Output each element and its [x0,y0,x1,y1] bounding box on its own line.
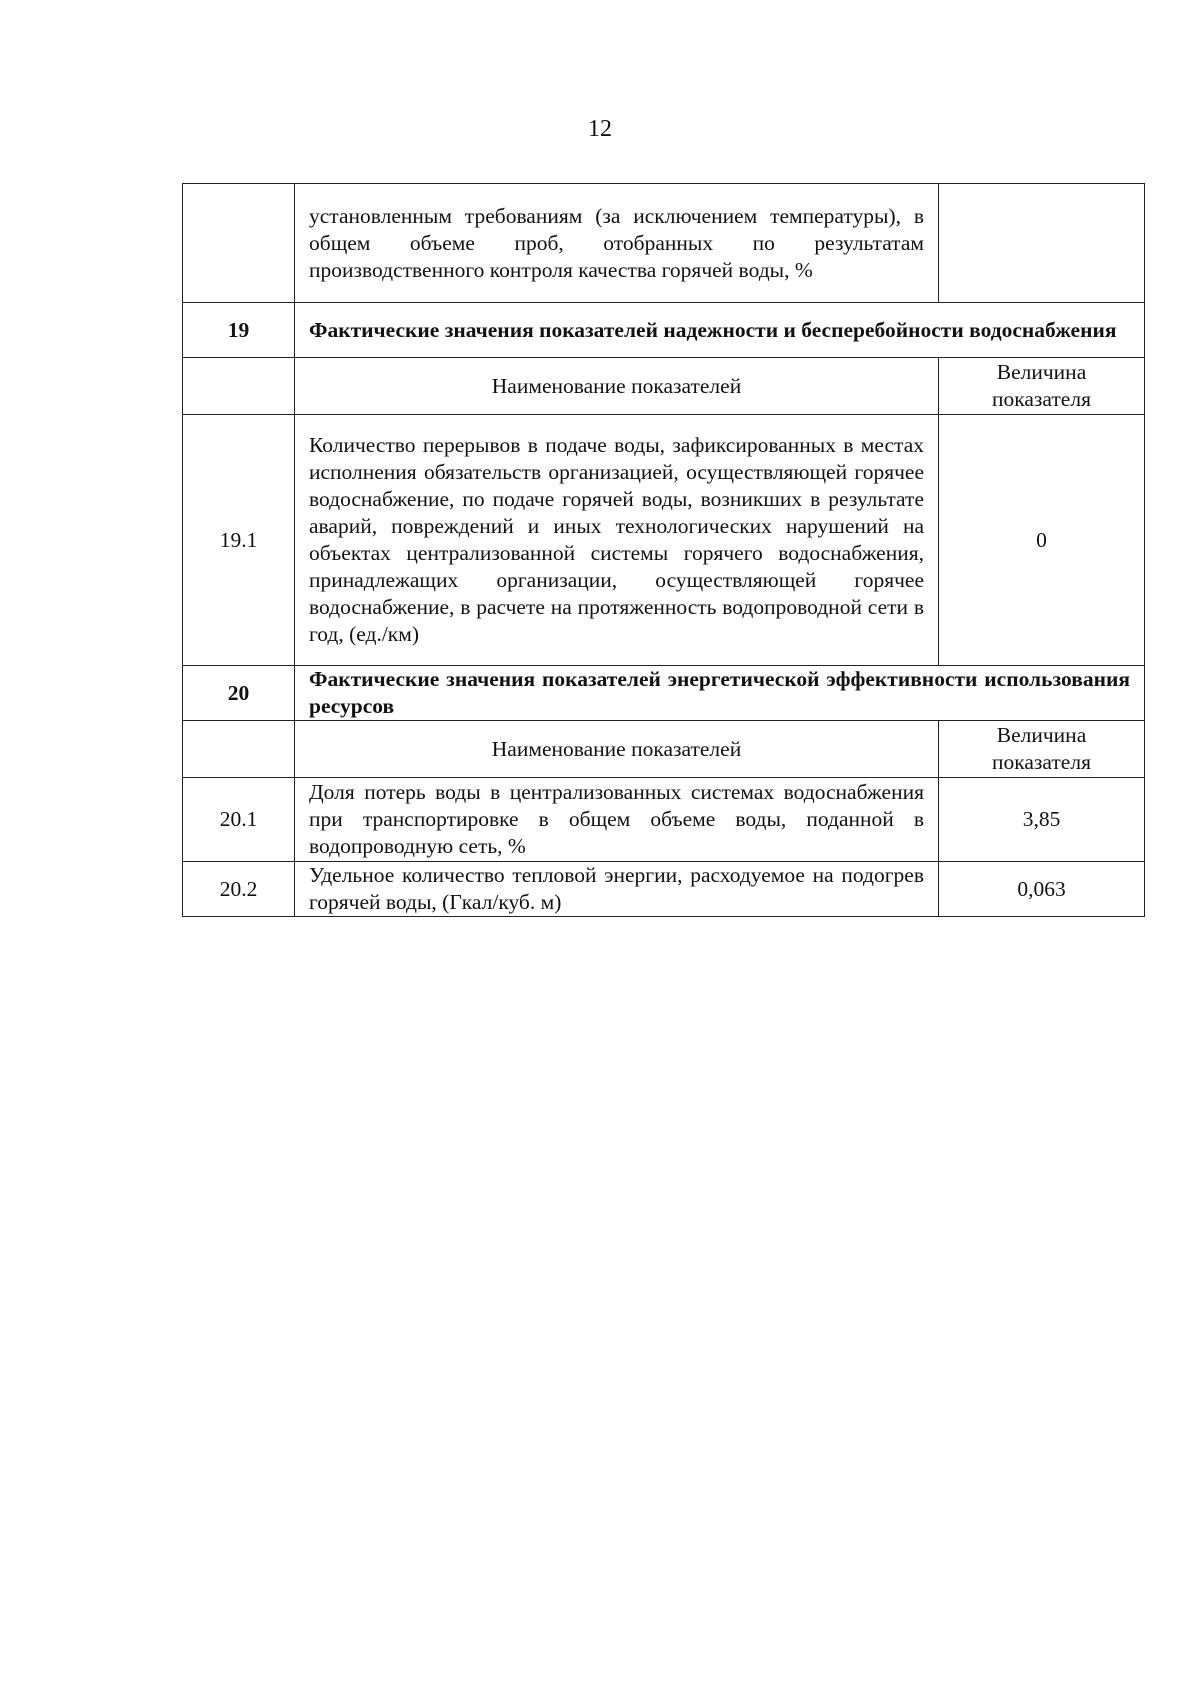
section-number: 19 [183,303,295,358]
column-header-value: Величина показателя [939,358,1145,415]
indicator-value-cell: 0 [939,415,1145,666]
section-title: Фактические значения показателей надежности и бесперебойности водоснабжения [295,303,1145,358]
column-header-name: Наименование показателей [295,721,939,778]
section-row-19 [183,303,1145,358]
indicator-name-cell: установленным требованиям (за исключением температуры), в общем объеме проб, отобранных по результатам производственного контроля качества горячей воды, % [295,184,939,303]
row-number-cell [183,184,295,303]
indicator-name-cell: Удельное количество тепловой энергии, расходуемое на подогрев горячей воды, (Гкал/куб. м) [295,862,939,917]
indicator-value-cell [939,184,1145,303]
column-header-row-20 [183,721,1145,778]
row-number-cell: 19.1 [183,415,295,666]
indicator-name-cell: Доля потерь воды в централизованных системах водоснабжения при транспортировке в общем объеме воды, поданной в водопроводную сеть, % [295,778,939,862]
table-row-20-2 [183,862,1145,917]
table-row-20-1 [183,778,1145,862]
section-title: Фактические значения показателей энергетической эффективности использования ресурсов [295,666,1145,721]
column-header-row-19 [183,358,1145,415]
indicator-name-cell: Количество перерывов в подаче воды, зафиксированных в местах исполнения обязательств организацией, осуществляющей горячее водоснабжение, по подаче горячей воды, возникших в результате аварий, повреждений и иных технологических нарушений на объектах централизованной системы горячего водоснабжения, принадлежащих организации, осуществляющей горячее водоснабжение, в расчете на протяженность водопроводной сети в год, (ед./км) [295,415,939,666]
row-number-cell: 20.1 [183,778,295,862]
table-row-19-1 [183,415,1145,666]
indicator-value-cell: 0,063 [939,862,1145,917]
section-row-20 [183,666,1145,721]
indicator-value-cell: 3,85 [939,778,1145,862]
header-number-cell [183,358,295,415]
page-number: 12 [588,116,612,142]
column-header-value: Величина показателя [939,721,1145,778]
row-number-cell: 20.2 [183,862,295,917]
section-number: 20 [183,666,295,721]
table-row-continuation [183,184,1145,303]
header-number-cell [183,721,295,778]
column-header-name: Наименование показателей [295,358,939,415]
indicators-table [182,183,1145,917]
